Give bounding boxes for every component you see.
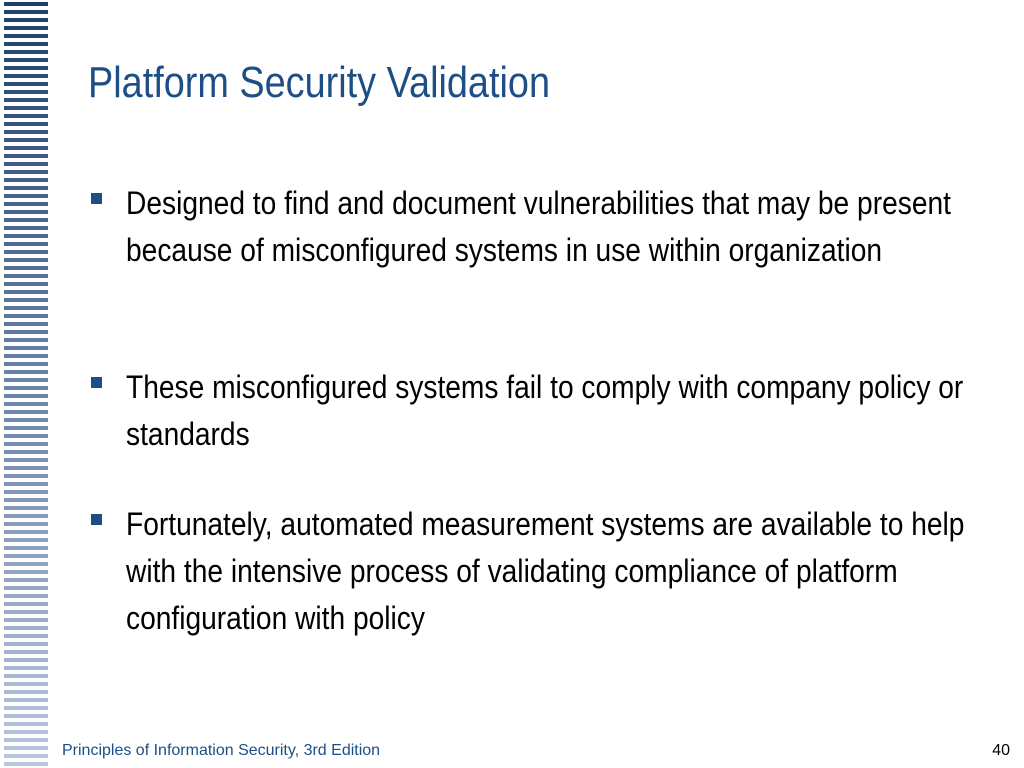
- decorative-stripe: [4, 450, 48, 454]
- decorative-stripe: [4, 282, 48, 286]
- decorative-stripe: [4, 650, 48, 654]
- decorative-stripe: [4, 226, 48, 230]
- decorative-stripe: [4, 754, 48, 758]
- decorative-stripe: [4, 354, 48, 358]
- decorative-stripe: [4, 346, 48, 350]
- decorative-stripe: [4, 530, 48, 534]
- footer-title: Principles of Information Security, 3rd Edition: [62, 742, 381, 759]
- decorative-stripe: [4, 706, 48, 710]
- decorative-stripe: [4, 290, 48, 294]
- decorative-stripe: [4, 362, 48, 366]
- decorative-stripe: [4, 90, 48, 94]
- decorative-stripe: [4, 722, 48, 726]
- bullet-text: Designed to find and document vulnerabilities that may be present because of misconfigured systems in use within organization: [126, 185, 951, 268]
- bullet-item: [86, 364, 1006, 458]
- decorative-stripe: [4, 586, 48, 590]
- decorative-stripe: [4, 418, 48, 422]
- decorative-stripe: [4, 730, 48, 734]
- decorative-stripe: [4, 210, 48, 214]
- decorative-stripe: [4, 506, 48, 510]
- square-bullet-icon: [91, 514, 102, 525]
- decorative-stripe: [4, 306, 48, 310]
- decorative-stripe: [4, 474, 48, 478]
- decorative-stripe: [4, 10, 48, 14]
- decorative-stripe: [4, 194, 48, 198]
- decorative-stripe: [4, 122, 48, 126]
- slide-title: Platform Security Validation: [88, 58, 550, 107]
- decorative-stripe: [4, 154, 48, 158]
- decorative-stripe: [4, 58, 48, 62]
- decorative-stripe: [4, 698, 48, 702]
- bullet-item: [86, 180, 1006, 321]
- decorative-stripe: [4, 130, 48, 134]
- decorative-stripe: [4, 386, 48, 390]
- decorative-stripe: [4, 514, 48, 518]
- decorative-stripe: [4, 258, 48, 262]
- bullet-list: [86, 180, 1006, 685]
- decorative-stripe: [4, 498, 48, 502]
- decorative-stripe: [4, 146, 48, 150]
- decorative-stripe: [4, 138, 48, 142]
- decorative-stripe: [4, 458, 48, 462]
- decorative-stripe: [4, 490, 48, 494]
- decorative-stripe: [4, 594, 48, 598]
- decorative-stripe: [4, 610, 48, 614]
- decorative-stripe: [4, 218, 48, 222]
- decorative-stripe: [4, 74, 48, 78]
- decorative-stripe: [4, 466, 48, 470]
- decorative-stripe-bar: [0, 0, 48, 768]
- decorative-stripe: [4, 114, 48, 118]
- decorative-stripe: [4, 554, 48, 558]
- slide-number: 40: [992, 742, 1010, 759]
- decorative-stripe: [4, 42, 48, 46]
- decorative-stripe: [4, 314, 48, 318]
- decorative-stripe: [4, 162, 48, 166]
- decorative-stripe: [4, 394, 48, 398]
- bullet-text: Fortunately, automated measurement systems are available to help with the intensive process of validating compliance of platform configuration with policy: [126, 506, 965, 636]
- decorative-stripe: [4, 762, 48, 766]
- decorative-stripe: [4, 234, 48, 238]
- decorative-stripe: [4, 482, 48, 486]
- decorative-stripe: [4, 370, 48, 374]
- decorative-stripe: [4, 522, 48, 526]
- decorative-stripe: [4, 746, 48, 750]
- decorative-stripe: [4, 618, 48, 622]
- decorative-stripe: [4, 538, 48, 542]
- decorative-stripe: [4, 82, 48, 86]
- decorative-stripe: [4, 250, 48, 254]
- decorative-stripe: [4, 714, 48, 718]
- decorative-stripe: [4, 442, 48, 446]
- decorative-stripe: [4, 562, 48, 566]
- square-bullet-icon: [91, 377, 102, 388]
- decorative-stripe: [4, 330, 48, 334]
- decorative-stripe: [4, 434, 48, 438]
- decorative-stripe: [4, 690, 48, 694]
- decorative-stripe: [4, 426, 48, 430]
- decorative-stripe: [4, 26, 48, 30]
- decorative-stripe: [4, 274, 48, 278]
- decorative-stripe: [4, 66, 48, 70]
- decorative-stripe: [4, 546, 48, 550]
- decorative-stripe: [4, 266, 48, 270]
- decorative-stripe: [4, 402, 48, 406]
- bullet-text: These misconfigured systems fail to comply with company policy or standards: [126, 369, 964, 452]
- decorative-stripe: [4, 666, 48, 670]
- decorative-stripe: [4, 50, 48, 54]
- decorative-stripe: [4, 202, 48, 206]
- decorative-stripe: [4, 18, 48, 22]
- bullet-item: [86, 501, 1006, 642]
- decorative-stripe: [4, 570, 48, 574]
- decorative-stripe: [4, 178, 48, 182]
- decorative-stripe: [4, 578, 48, 582]
- decorative-stripe: [4, 634, 48, 638]
- decorative-stripe: [4, 322, 48, 326]
- decorative-stripe: [4, 98, 48, 102]
- decorative-stripe: [4, 682, 48, 686]
- decorative-stripe: [4, 242, 48, 246]
- decorative-stripe: [4, 674, 48, 678]
- decorative-stripe: [4, 738, 48, 742]
- decorative-stripe: [4, 186, 48, 190]
- square-bullet-icon: [91, 193, 102, 204]
- decorative-stripe: [4, 602, 48, 606]
- decorative-stripe: [4, 2, 48, 6]
- decorative-stripe: [4, 642, 48, 646]
- decorative-stripe: [4, 658, 48, 662]
- decorative-stripe: [4, 410, 48, 414]
- decorative-stripe: [4, 378, 48, 382]
- decorative-stripe: [4, 106, 48, 110]
- decorative-stripe: [4, 34, 48, 38]
- decorative-stripe: [4, 298, 48, 302]
- decorative-stripe: [4, 170, 48, 174]
- decorative-stripe: [4, 626, 48, 630]
- decorative-stripe: [4, 338, 48, 342]
